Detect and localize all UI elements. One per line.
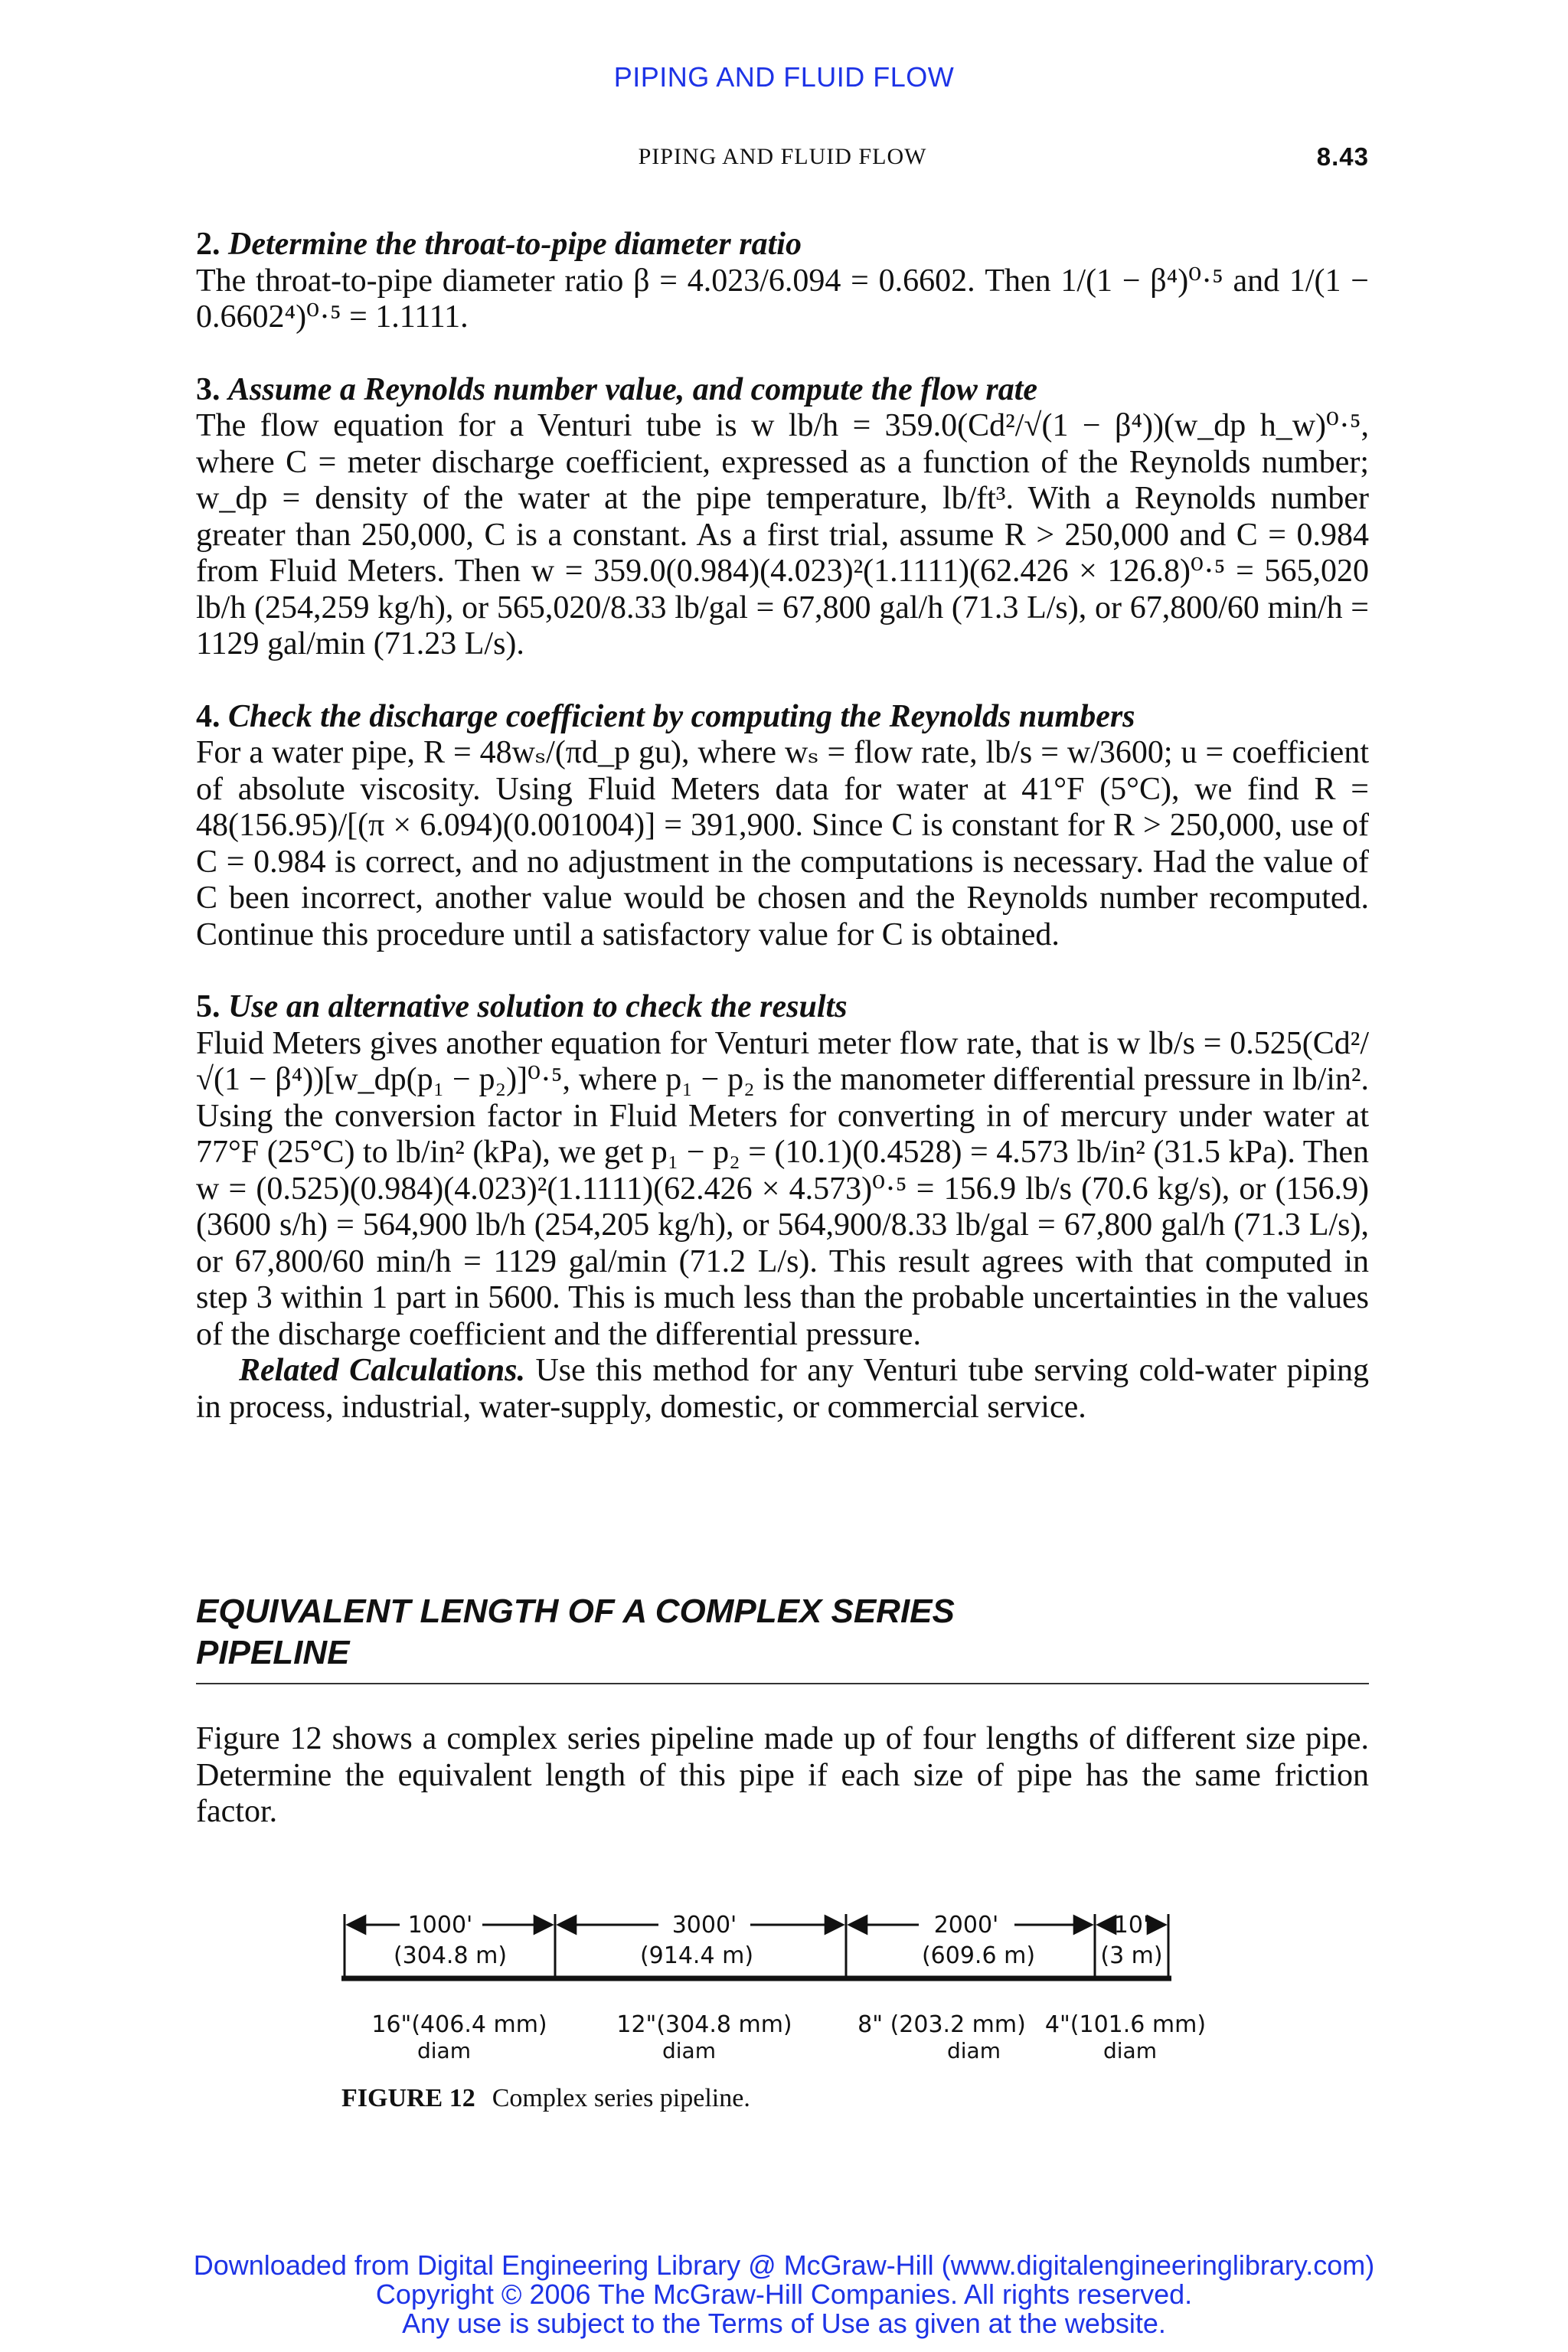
top-banner-link[interactable]: PIPING AND FLUID FLOW <box>613 61 955 93</box>
section-header <box>196 1591 1369 1684</box>
segment-length: 3000' <box>671 1912 737 1939</box>
step-heading <box>196 372 1369 409</box>
section-rule <box>196 1683 1369 1684</box>
footer-terms[interactable]: Any use is subject to the Terms of Use as given at the website. <box>402 2308 1166 2339</box>
step-title: Determine the throat-to-pipe diameter ratio <box>228 227 802 262</box>
diam-word: diam <box>417 2038 471 2063</box>
step-4 <box>196 699 1369 954</box>
step-paragraph: The flow equation for a Venturi tube is w lb/h = 359.0(Cd²/√(1 − β⁴))(w_dp h_w)⁰·⁵, where C = meter discharge coefficient, expressed as a function of the Reynolds number; w_dp = density of the water at the pipe temperature, lb/ft³. With a Reynolds number greater than 250,000, C is a constant. As a first trial, assume R > 250,000 and C = 0.984 from Fluid Meters. Then w = 359.0(0.984)(4.023)²(1.1111)(62.426 × 126.8)⁰·⁵ = 565,020 lb/h (254,259 kg/h), or 565,020/8.33 lb/gal = 67,800 gal/h (71.3 L/s), or 67,800/60 min/h = 1129 gal/min (71.23 L/s). <box>196 408 1369 662</box>
segment-length-metric: (304.8 m) <box>393 1942 508 1969</box>
pipe-diameter: 12"(304.8 mm) <box>616 2011 792 2038</box>
step-heading <box>196 699 1369 736</box>
footer-copyright: Copyright © 2006 The McGraw-Hill Companies. All rights reserved. <box>375 2278 1193 2310</box>
section-title: EQUIVALENT LENGTH OF A COMPLEX SERIES PIPELINE <box>196 1592 955 1671</box>
diam-word: diam <box>947 2038 1001 2063</box>
step-5 <box>196 989 1369 1353</box>
footer-download-link[interactable]: Downloaded from Digital Engineering Library @ McGraw-Hill (www.digitalengineeringlibrary.com) <box>193 2249 1375 2281</box>
related-text: Use this method for any Venturi tube serving cold-water piping in process, industrial, water-supply, domestic, or commercial service. <box>196 1353 1369 1425</box>
problem-statement <box>196 1721 1369 1831</box>
pipe-diameter: 16"(406.4 mm) <box>371 2011 547 2038</box>
running-header <box>196 144 1369 178</box>
step-heading <box>196 989 1369 1026</box>
step-paragraph: Fluid Meters gives another equation for Venturi meter flow rate, that is w lb/s = 0.525(Cd²/√(1 − β⁴))[w_dp(p₁ − p₂)]⁰·⁵, where p₁ − p₂ is the manometer differential pressure in lb/in². Using the conversion factor in Fluid Meters for converting in of mercury under water at 77°F (25°C) to lb/in² (kPa), we get p₁ − p₂ = (10.1)(0.4528) = 4.573 lb/in² (31.5 kPa). Then w = (0.525)(0.984)(4.023)²(1.1111)(62.426 × 4.573)⁰·⁵ = 156.9 lb/s (70.6 kg/s), or (156.9)(3600 s/h) = 564,900 lb/h (254,205 kg/h), or 564,900/8.33 lb/gal = 67,800 gal/h (71.3 L/s), or 67,800/60 min/h = 1129 gal/min (71.2 L/s). This result agrees with that computed in step 3 within 1 part in 5600. This is much less than the probable uncertainties in the values of the discharge coefficient and the differential pressure. <box>196 1025 1369 1352</box>
step-3 <box>196 372 1369 663</box>
body-text <box>196 227 1369 1426</box>
step-title: Assume a Reynolds number value, and compute the flow rate <box>228 371 1038 407</box>
segment-length: 2000' <box>933 1912 999 1939</box>
segment-length-metric: (914.4 m) <box>639 1942 754 1969</box>
pipeline-diagram <box>337 1906 1240 2090</box>
segment-length: 10' <box>1113 1912 1150 1939</box>
step-heading <box>196 227 1369 263</box>
related-label: Related Calculations. <box>239 1353 525 1388</box>
pipe-diameter: 4"(101.6 mm) <box>1044 2011 1207 2038</box>
related-calculations <box>196 1353 1369 1426</box>
step-number: 3. <box>196 371 220 407</box>
page-number: 8.43 <box>1316 142 1369 171</box>
figure-number: FIGURE 12 <box>341 2084 475 2112</box>
step-number: 5. <box>196 989 220 1024</box>
segment-length-metric: (609.6 m) <box>921 1942 1036 1969</box>
diam-word: diam <box>1103 2038 1157 2063</box>
step-title: Use an alternative solution to check the results <box>228 989 848 1024</box>
running-title: PIPING AND FLUID FLOW <box>638 144 927 169</box>
pipeline-figure <box>337 1906 1240 2090</box>
segment-length-metric: (3 m) <box>1100 1942 1163 1969</box>
footer-notice <box>0 2251 1568 2338</box>
step-number: 4. <box>196 698 220 734</box>
step-2 <box>196 227 1369 336</box>
diam-word: diam <box>662 2038 716 2063</box>
pipe-diameter: 8" (203.2 mm) <box>858 2011 1026 2038</box>
step-paragraph: For a water pipe, R = 48wₛ/(πd_p gu), where wₛ = flow rate, lb/s = w/3600; u = coefficient of absolute viscosity. Using Fluid Meters data for water at 41°F (5°C), we find R = 48(156.95)/[(π × 6.094)(0.001004)] = 391,900. Since C is constant for R > 250,000, use of C = 0.984 is correct, and no adjustment in the computations is necessary. Had the value of C been incorrect, another value would be chosen and the Reynolds number recomputed. Continue this procedure until a satisfactory value for C is obtained. <box>196 735 1369 952</box>
problem-paragraph: Figure 12 shows a complex series pipeline made up of four lengths of different size pipe. Determine the equivalent length of this pipe if each size of pipe has the same friction factor. <box>196 1721 1369 1829</box>
step-title: Check the discharge coefficient by computing the Reynolds numbers <box>228 698 1135 734</box>
figure-caption <box>341 2084 750 2113</box>
step-paragraph: The throat-to-pipe diameter ratio β = 4.023/6.094 = 0.6602. Then 1/(1 − β⁴)⁰·⁵ and 1/(1 − 0.6602⁴)⁰·⁵ = 1.1111. <box>196 263 1369 335</box>
figure-caption-text: Complex series pipeline. <box>492 2084 750 2112</box>
step-number: 2. <box>196 227 220 262</box>
segment-length: 1000' <box>407 1912 473 1939</box>
